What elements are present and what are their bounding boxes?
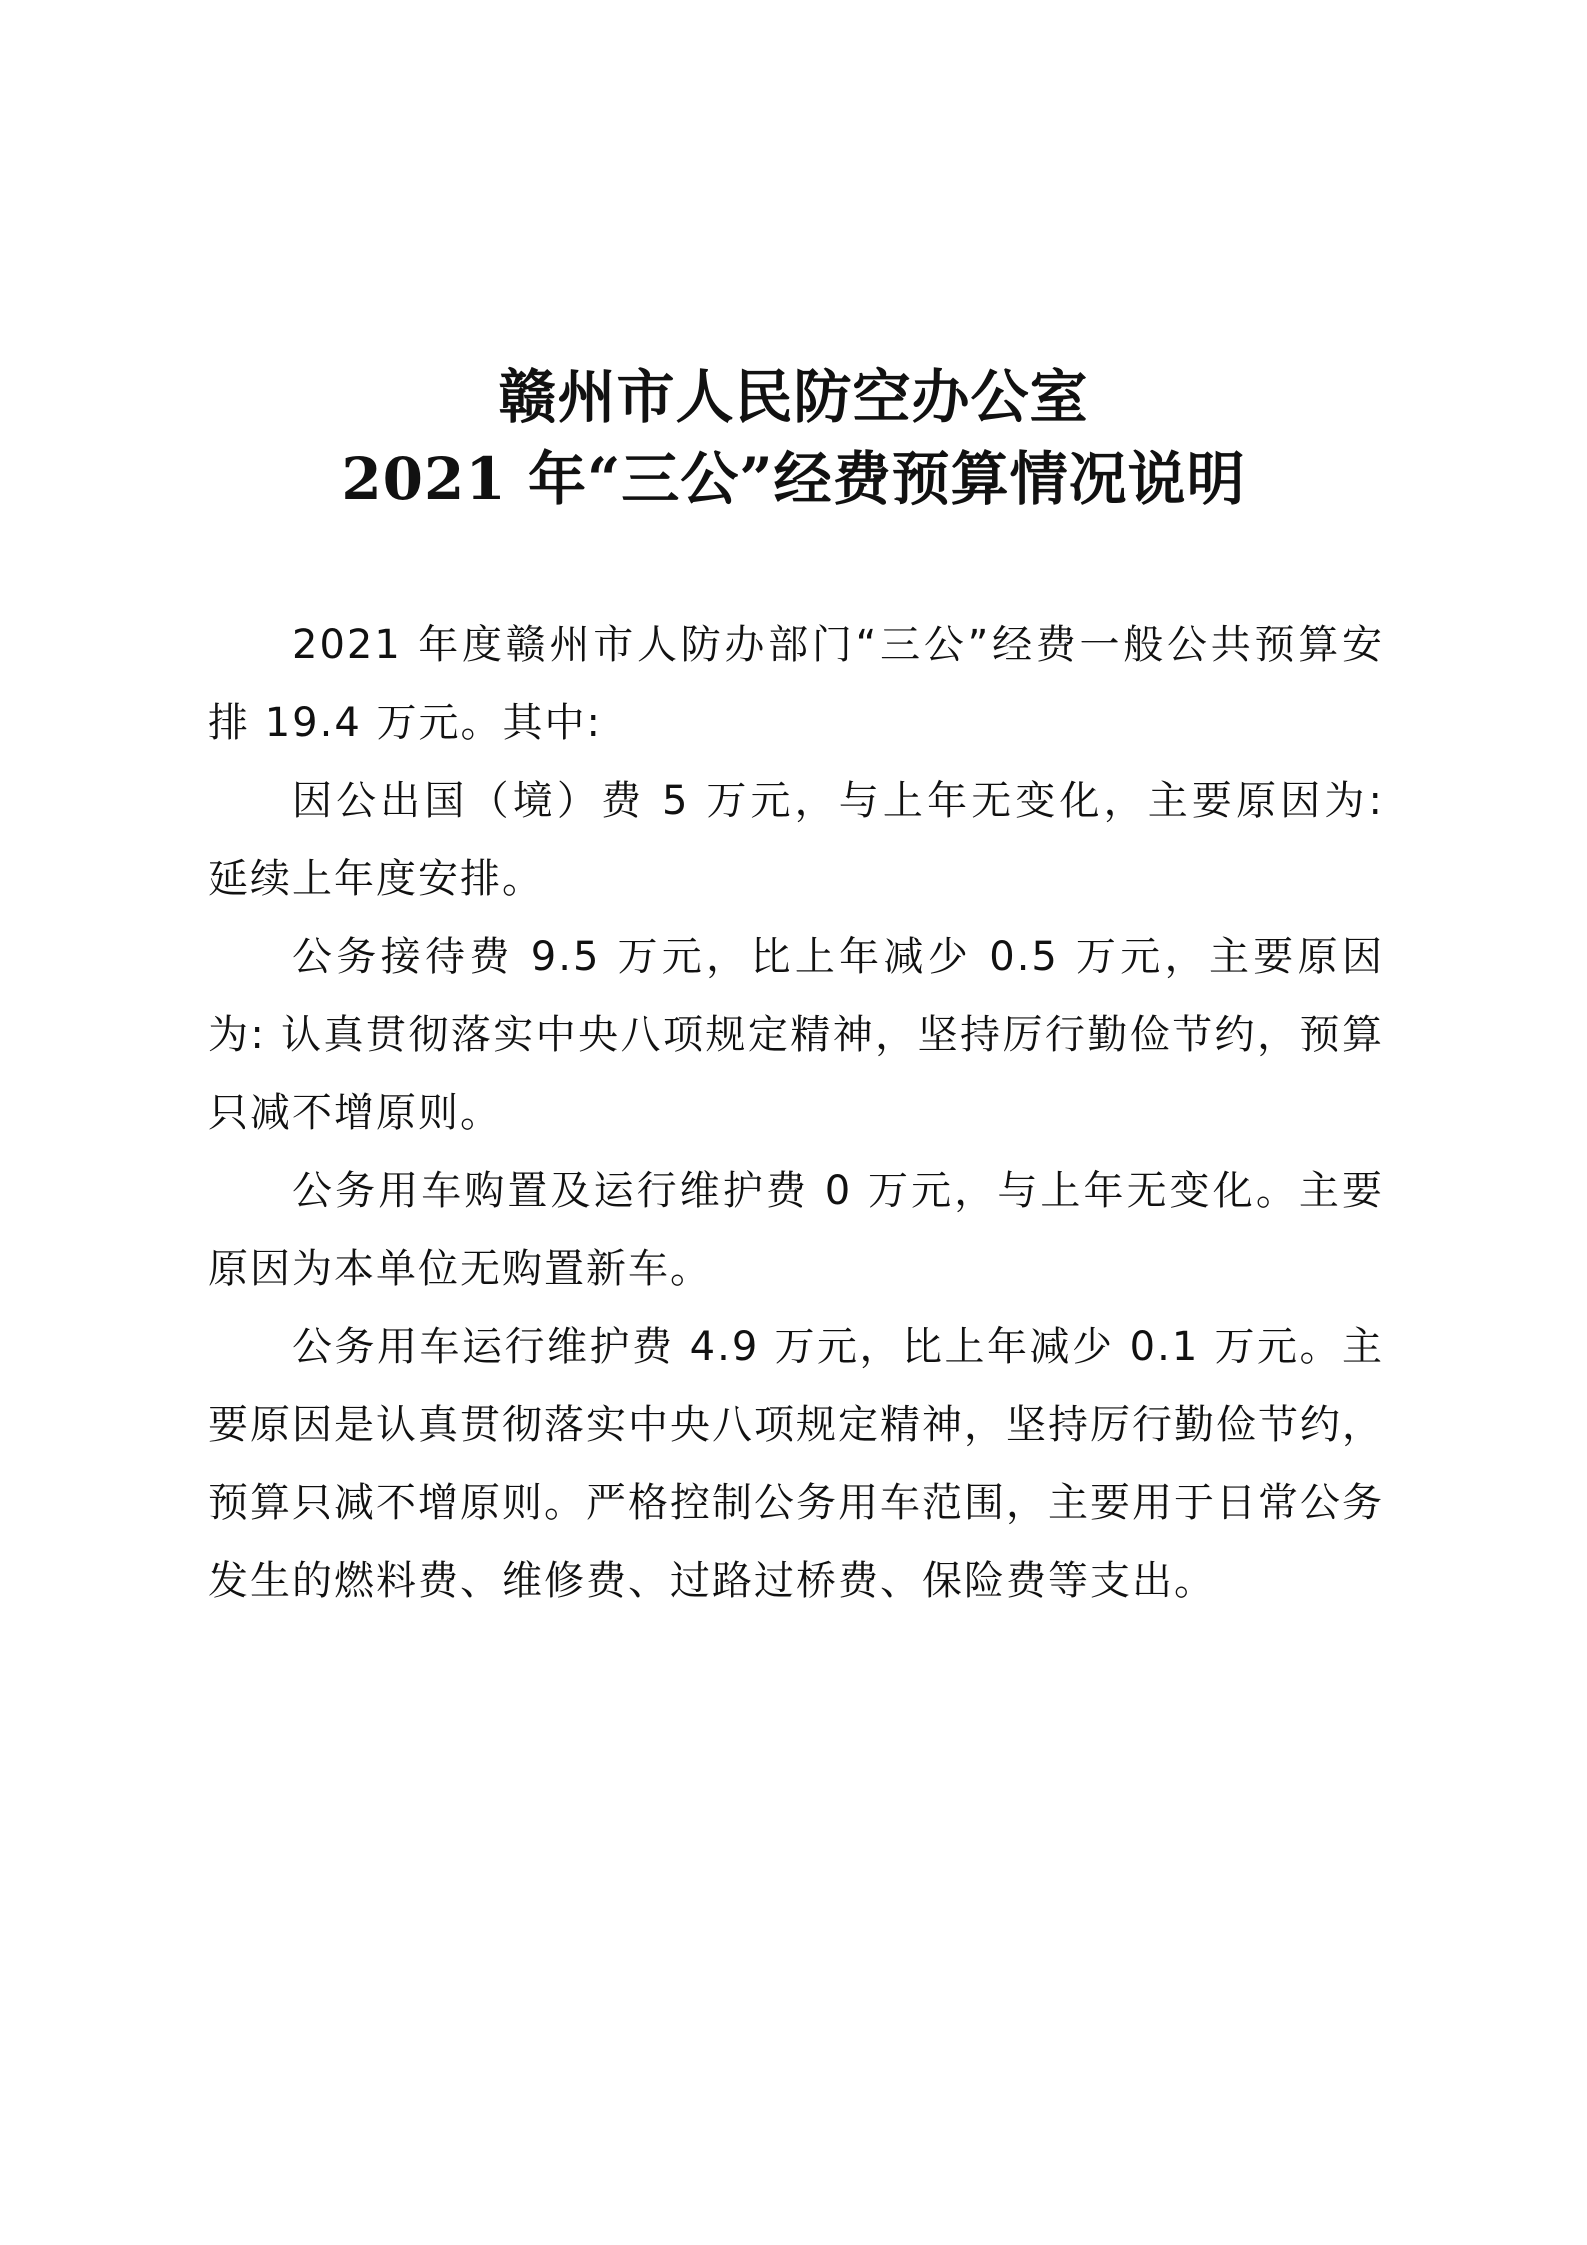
paragraph-reception: 公务接待费 9.5 万元，比上年减少 0.5 万元，主要原因为: 认真贯彻落实中央八项规定精神，坚持厉行勤俭节约，预算只减不增原则。 [208,934,1384,1136]
title-line-1: 赣州市人民防空办公室 [498,363,1089,431]
title-line-2: 2021 年“三公”经费预算情况说明 [341,445,1246,513]
paragraph-vehicle-purchase: 公务用车购置及运行维护费 0 万元，与上年无变化。主要原因为本单位无购置新车。 [208,1168,1384,1292]
paragraph-total: 2021 年度赣州市人防办部门“三公”经费一般公共预算安排 19.4 万元。其中: [208,622,1384,746]
document-body [208,606,1384,1620]
paragraph-vehicle-operation: 公务用车运行维护费 4.9 万元，比上年减少 0.1 万元。主要原因是认真贯彻落实中央八项规定精神，坚持厉行勤俭节约，预算只减不增原则。严格控制公务用车范围，主要用于日常公务发生的燃料费、维修费、过路过桥费、保险费等支出。 [208,1324,1384,1604]
paragraph-overseas-travel: 因公出国（境）费 5 万元，与上年无变化，主要原因为: 延续上年度安排。 [208,778,1384,902]
document-title [0,356,1587,520]
